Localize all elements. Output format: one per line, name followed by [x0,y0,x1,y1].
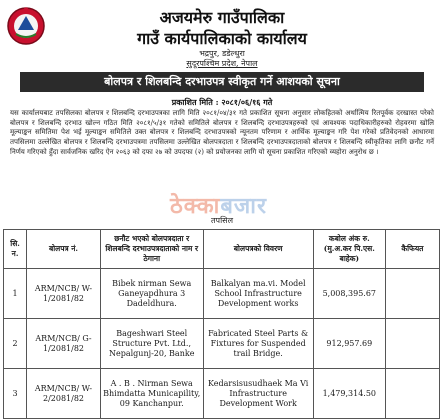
cell-description: Fabricated Steel Parts & Fixtures for Suspended trail Bridge. [203,319,313,369]
cell-remarks [385,319,439,369]
header-remarks: कैफियत [385,230,439,269]
header-bid-no: बोलपत्र नं. [27,230,101,269]
published-date: प्रकाशित मिति : २०८१/०६/१६ गते [171,97,273,107]
table-row [4,369,440,419]
office-name: गाउँ कार्यपालिकाको कार्यालय [137,29,307,48]
bid-table [3,229,440,419]
cell-amount: 912,957.69 [313,319,385,369]
schedule-label: तपसिल [210,216,233,225]
cell-description: Balkalyan ma.vi. Model School Infrastructure Development works [203,269,313,319]
header-description: बोलपत्रको विवरण [203,230,313,269]
header-bidder: छनौट भएको बोलपत्रदाता र शिलबन्दि दरभाउपत्रदाताको नाम र ठेगाना [100,230,203,269]
cell-amount: 1,479,314.50 [313,369,385,419]
notice-title-banner: बोलपत्र र शिलबन्दि दरभाउपत्र स्वीकृत गर्ने आशयको सूचना [20,72,424,92]
cell-remarks [385,369,439,419]
notice-body: यस कार्यालयबाट तपसिलका बोलपत्र र शिलबन्दि दरभाउपत्रका लागि मिति २०८१/०४/३१ गते प्रकाशित सूचना अनुसार लोकहितको अर्थात्मिय रितपूर्वक दरखास्त परेको बोलपत्र र शिलबन्दि दरभाउ खोल्न गठित मिति २०८१/५/३१ गतेको समितिले बोलपत्र र शिलबन्दि दरभाउपत्रहरुको एवं आवश्यक पदाधिकारीहरुको रोहवरमा खोलि मूल्याङ्कन समितिमा पेश भई मूल्याङ्कन समितिले उक्त बोलपत्र र शिलबन्दि दरभाउपत्रको न्यूनतम परिणाम र आर्थिक मूल्याङ्कन गरि पेश गरेको प्रतिवेदनको आधारमा तपसिलमा उल्लेखित बोलपत्र र शिलबन्दि दरभाउपत्रमा तपसिलमा उल्लेखित बोलपत्रदाता र शिलबन्दि दरभाउपत्रदाताको बोलपत्र र शिलबन्दि स्वीकृतिका लागि छनौट गर्ने निर्णय गरिएको हुँदा सार्वजनिक खरिद ऐन २०६३ को दफा २७ को उपदफा (२) को प्रयोजनका लागि यो सूचना प्रकाशित गरिएको व्यहोरा अनुरोध छ । [10,109,434,156]
cell-bid-no: ARM/NCB/ G-1/2081/82 [27,319,101,369]
cell-remarks [385,269,439,319]
cell-bidder: A . B . Nirman Sewa Bhimdatta Municapility, 09 Kanchanpur. [100,369,203,419]
province-name: सुदूरपश्चिम प्रदेश, नेपाल [186,59,258,68]
table-row [4,319,440,369]
cell-description: Kedarsisusudhaek Ma Vi Infrastructure Development Work [203,369,313,419]
table-header-row [4,230,440,269]
watermark-part2: बजार [220,194,267,219]
cell-bid-no: ARM/NCB/ W-2/2081/82 [27,369,101,419]
cell-sn: 1 [4,269,27,319]
cell-sn: 3 [4,369,27,419]
cell-bidder: Bageshwari Steel Structure Pvt. Ltd., Nepalgunj-20, Banke [100,319,203,369]
office-address: भद्रपुर, डडेल्धुरा [199,49,245,58]
watermark-part1: ठेक्का [170,194,221,219]
cell-sn: 2 [4,319,27,369]
cell-bidder: Bibek nirman Sewa Ganeyapdhura 3 Dadeldhura. [100,269,203,319]
header-sn: सि. न. [4,230,27,269]
cell-bid-no: ARM/NCB/ W-1/2081/82 [27,269,101,319]
header-amount: कबोल अंक रु. (मु.अ.कर पि.एस. बाहेक) [313,230,385,269]
table-row [4,269,440,319]
municipality-name: अजयमेरु गाउँपालिका [159,8,285,27]
cell-amount: 5,008,395.67 [313,269,385,319]
